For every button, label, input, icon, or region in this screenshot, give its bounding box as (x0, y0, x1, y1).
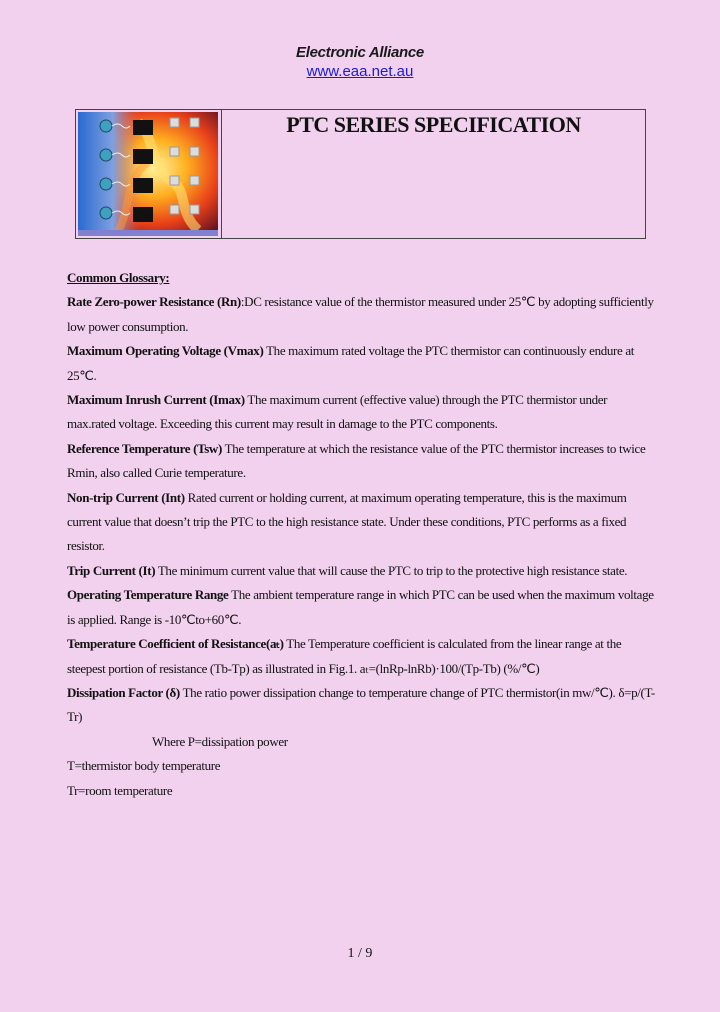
entry-text: The minimum current value that will cause the PTC to trip to the protective high resistance state. (155, 562, 628, 578)
t-line: T=thermistor body temperature (67, 758, 221, 774)
entry-term: Operating Temperature Range (67, 587, 229, 603)
entry-term: Rate Zero-power Resistance (Rn) (67, 294, 241, 310)
entry-term: Maximum Operating Voltage (Vmax) (67, 343, 264, 359)
title-cell (222, 110, 645, 238)
glossary-entry-temp-range (67, 583, 657, 632)
page-number: 1 / 9 (347, 946, 373, 961)
entry-text: :DC resistance value of the thermistor measured under 25℃ by adopting sufficiently low power consumption. (67, 294, 654, 334)
glossary-entry-it (67, 559, 657, 583)
glossary-entry-vmax (67, 339, 657, 388)
entry-term: Trip Current (It) (67, 562, 156, 578)
entry-term: Reference Temperature (Tsw) (67, 440, 222, 456)
glossary-entry-rn (67, 290, 657, 339)
glossary-entry-imax (67, 388, 657, 437)
glossary-heading: Common Glossary: (67, 270, 170, 285)
glossary-entry-int (67, 486, 657, 559)
entry-term: Temperature Coefficient of Resistance(aₜ) (67, 636, 284, 652)
entry-text: The ratio power dissipation change to temperature change of PTC thermistor(in mw/℃). δ=p/(T-Tr) (67, 684, 655, 725)
entry-term: Dissipation Factor (δ) (67, 684, 180, 700)
entry-text: The temperature at which the resistance value of the PTC thermistor increases to twice Rmin, also called Curie temperature. (67, 440, 646, 481)
entry-text: The maximum current (effective value) through the PTC thermistor under max.rated voltage. Exceeding this current may result in damage to the PTC components. (67, 392, 608, 432)
where-line: Where P=dissipation power (152, 733, 288, 749)
entry-term: Maximum Inrush Current (Imax) (67, 392, 245, 408)
entry-text: The ambient temperature range in which PTC can be used when the maximum voltage is applied. Range is -10℃to+60℃. (67, 587, 654, 627)
glossary-section (67, 266, 657, 803)
entry-text: Rated current or holding current, at maximum operating temperature, this is the maximum current value that doesn’t trip the PTC to the high resistance state. Under these conditions, PTC performs as a fixed resistor. (67, 489, 627, 554)
header-table (75, 109, 646, 239)
entry-text: The Temperature coefficient is calculated from the linear range at the steepest portion of resistance (Tb-Tp) as illustrated in Fig.1. aₜ=(lnRp-lnRb)·100/(Tp-Tb) (%/℃) (67, 636, 622, 676)
tr-line: Tr=room temperature (67, 782, 173, 798)
entry-text: The maximum rated voltage the PTC thermistor can continuously endure at 25℃. (67, 343, 635, 383)
page-title: PTC SERIES SPECIFICATION (286, 112, 581, 137)
glossary-entry-tsw (67, 437, 657, 486)
website-link[interactable]: www.eaa.net.au (306, 63, 414, 80)
entry-term: Non-trip Current (Int) (67, 489, 185, 505)
brand-name: Electronic Alliance (296, 44, 424, 61)
glossary-entry-dissipation (67, 681, 657, 730)
glossary-entry-tcr (67, 632, 657, 681)
product-photo (76, 110, 222, 238)
